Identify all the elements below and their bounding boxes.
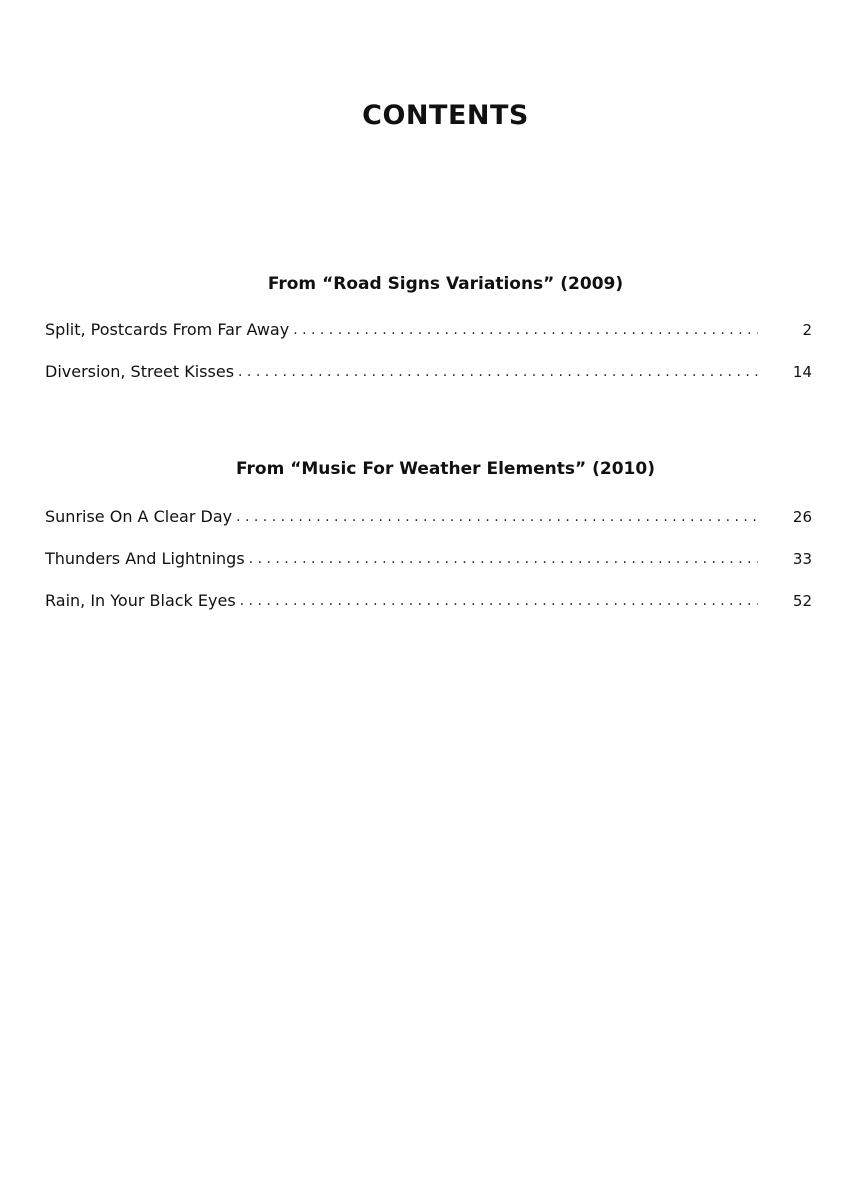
toc-list <box>0 504 861 630</box>
dot-leader <box>238 359 758 385</box>
toc-section-road-signs-variations <box>0 271 861 401</box>
toc-entry-page-number: 52 <box>792 592 812 610</box>
toc-entry-page-number: 2 <box>802 321 812 339</box>
dot-leader <box>293 317 758 343</box>
page-title: CONTENTS <box>362 100 529 131</box>
dot-leader <box>240 588 758 614</box>
toc-entry-page-number: 14 <box>792 363 812 381</box>
toc-entry[interactable] <box>45 317 812 359</box>
toc-entry-title: Split, Postcards From Far Away <box>45 317 293 343</box>
toc-entry-title: Diversion, Street Kisses <box>45 359 238 385</box>
toc-entry-title: Thunders And Lightnings <box>45 546 249 572</box>
dot-leader <box>236 504 758 530</box>
toc-entry[interactable] <box>45 588 812 630</box>
toc-entry-title: Sunrise On A Clear Day <box>45 504 236 530</box>
toc-entry-title: Rain, In Your Black Eyes <box>45 588 240 614</box>
toc-entry-page-number: 33 <box>792 550 812 568</box>
toc-entry-page-number: 26 <box>792 508 812 526</box>
toc-list <box>0 317 861 401</box>
toc-entry[interactable] <box>45 546 812 588</box>
section-heading: From “Road Signs Variations” (2009) <box>267 274 624 294</box>
section-heading: From “Music For Weather Elements” (2010) <box>236 459 655 479</box>
toc-entry[interactable] <box>45 359 812 401</box>
dot-leader <box>249 546 758 572</box>
toc-entry[interactable] <box>45 504 812 546</box>
toc-section-music-for-weather-elements <box>0 456 861 630</box>
